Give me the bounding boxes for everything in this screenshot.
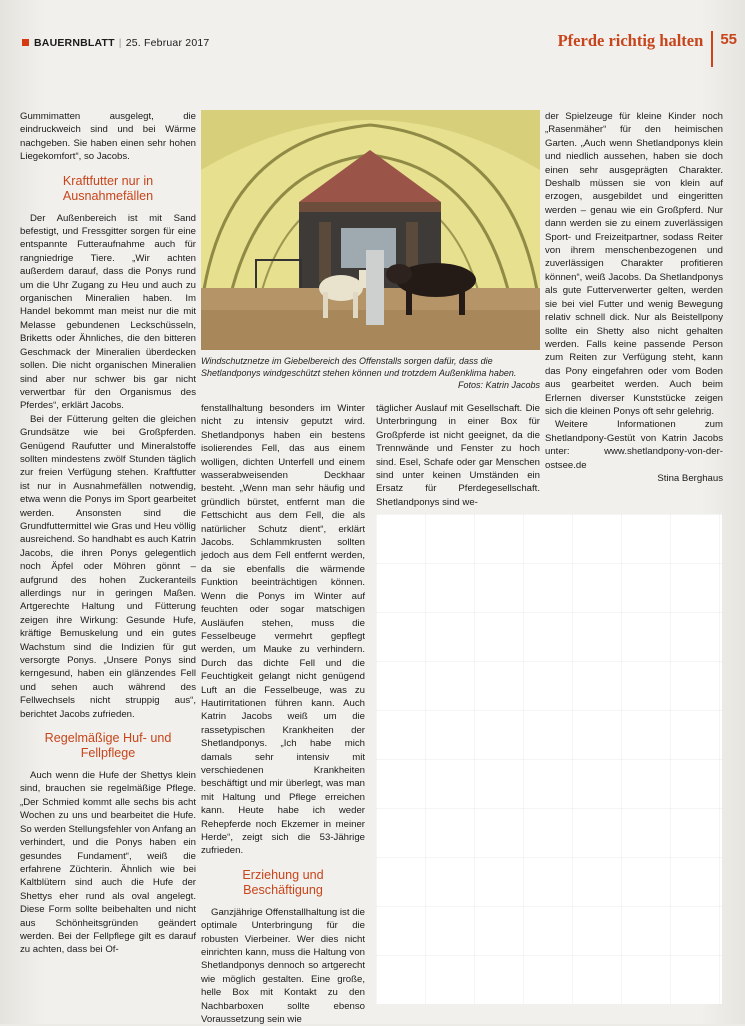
header-left: BAUERNBLATT | 25. Februar 2017 xyxy=(22,37,209,49)
page-number: 55 xyxy=(720,31,737,48)
paragraph: Gummimatten ausgelegt, die eindruckweich sind und bei Wärme nachgeben. Sie haben einen sehr hohen Liegekomfort“, so Jacobs. xyxy=(20,111,196,163)
paragraph: der Spielzeuge für kleine Kinder noch „Rasenmäher“ für den heimischen Garten. „Auch wenn Shetlandponys klein und niedlich aussehen, haben sie doch einen sehr ausgeprägten Charakter. Deshalb müssen sie von klein auf erzogen, ausgebildet und eingeritten werden – genau wie ein Großpferd. Nur dann werden sie zu einem zuverlässigen Sport- und Freizeitpartner, sodass Reiter von ihrem menschenbezogenen und zuverlässigen Charakter profitieren können“, weiß Jacobs. Da Shetlandponys als gute Futterverwerter gelten, werden sie bei viel Futter und wenig Bewegung relativ schnell dick. Nur als Beistellpony sollte ein Shetty also nicht gehalten werden. Falls keine passende Person zum Reiten zur Verfügung steht, kann das Pony eingefahren oder vom Boden aus gearbeitet werden. Auch beim Erlernen diverser Kunststücke zeigen sich die kleinen Ponys oft sehr gelehrig. xyxy=(545,111,723,417)
header-divider xyxy=(711,31,713,67)
brand-square xyxy=(22,39,29,46)
text-column-4 xyxy=(545,110,723,485)
publication-name: BAUERNBLATT xyxy=(34,37,115,49)
author-signature: Stina Berghaus xyxy=(657,472,723,484)
text-column-1 xyxy=(20,110,196,957)
photo-credit: Fotos: Katrin Jacobs xyxy=(457,380,540,390)
subheading-kraftfutter: Kraftfutter nur in Ausnahmefällen xyxy=(62,173,154,203)
stable-illustration xyxy=(201,110,540,350)
paragraph: täglicher Auslauf mit Gesellschaft. Die Unterbringung in einer Box für Großpferde ist nicht geeignet, da die Trennwände und Fenster zu hoch sind. Esel, Schafe oder gar Menschen sind unter keinen Umständen ein Ersatz für Pferdegesellschaft. Shetlandponys sind we- xyxy=(376,403,540,508)
paragraph: fenstallhaltung besonders im Winter nicht zu intensiv geputzt wird. Shetlandponys haben ein bestens isolierendes Fell, das aus einem wolligen, dichten Unterfell und einem wasserabweisenden Deckhaar besteht. „Wenn man sehr häufig und gründlich bürstet, entfernt man die Fettschicht aus dem Fell, die als natürlicher Schutz dient“, erklärt Jacobs. Schlammkrusten sollten jedoch aus dem Fell entfernt werden, da sie ebenfalls die wärmende Funktion beeinträchtigen können. Wenn die Ponys im Winter auf feuchten oder sogar matschigen Ausläufen stehen, muss die Fesselbeuge vermehrt gepflegt werden, um Mauke zu verhindern. Durch das dichte Fell und die Feuchtigkeit gelangt nicht genügend Luft an die Fesselbeuge, was zu Hautirritationen führen kann. Auch Katrin Jacobs weiß um die rassetypischen Krankheiten der Shetlandponys. „Ich habe mich damals sehr intensiv mit verschiedenen Krankheiten beschäftigt und mir überlegt, was man mit Haltung und Pflege erreichen kann. Heute habe ich weder Rehepferde noch Ekzemer in meiner Herde“, zeigt sich die 53-Jährige zufrieden. xyxy=(201,403,365,857)
paragraph: Ganzjährige Offenstallhaltung ist die optimale Unterbringung für die robusten Vierbeiner. Wer dies nicht einrichten kann, muss die Haltung von Shetlandponys dennoch so artgerecht wie möglich gestalten. Eine große, helle Box mit Kontakt zu den Nachbarboxen sollte ebenso Voraussetzung sein wie xyxy=(201,906,365,1026)
stable-photo xyxy=(201,110,540,350)
issue-date: 25. Februar 2017 xyxy=(125,37,210,49)
text-column-3 xyxy=(376,402,540,509)
caption-text: Windschutznetze im Giebelbereich des Offenstalls sorgen dafür, dass die Shetlandponys windgeschützt stehen können und trotzdem Außenklima haben. xyxy=(201,356,517,378)
paragraph: Der Außenbereich ist mit Sand befestigt, und Fressgitter sorgen für eine entspannte Futteraufnahme auch für rangniedrige Tiere. „Wir achten außerdem darauf, dass die Ponys rund um die Uhr Zugang zu Heu und auch zu organischen Mineralien haben. Im Handel bekommt man meist nur die mit Melasse gebundenen Leckschüsseln, Briketts oder Ähnliches, die den bitteren Geschmack der Mineralien überdecken sollen. Die nicht organischen Mineralien sind aber nur schwer bis gar nicht verwertbar für den Organismus des Pferdes“, erklärt Jacobs. xyxy=(20,212,196,412)
paragraph: Auch wenn die Hufe der Shettys klein sind, brauchen sie regelmäßige Pflege. „Der Schmied kommt alle sechs bis acht Wochen zu uns und bearbeitet die Hufe. So werden Stellungsfehler von Anfang an verhindert, und die Ponys haben ein gesundes Fundament“, weiß die erfahrene Züchterin. Ähnlich wie bei Kaltblütern sind auch die Hufe der Shettys eher rund als oval angelegt. Diese Form sollte beibehalten und nicht aus Schönheitsgründen geändert werden. Bei der Fellpflege gilt es darauf zu achten, dass bei Of- xyxy=(20,770,197,956)
subheading-erziehung: Erziehung und Beschäftigung xyxy=(242,867,324,897)
paragraph: Bei der Fütterung gelten die gleichen Grundsätze wie bei Großpferden. Genügend Raufutter und Mineralstoffe sollten mindestens zwölf Stunden täglich zur freien Verfügung stehen. Kraftfutter ist nur in Ausnahmefällen notwendig, etwa wenn die Ponys im Sport gearbeitet werden. Ansonsten sind die Grundfuttermittel wie Gras und Heu völlig ausreichend. So handhabt es auch Katrin Jacobs, die ihren Ponys gelegentlich noch Äpfel oder Möhren gönnt – aufgrund des hohen Zuckeranteils allerdings nur in geringen Maßen. Artgerechte Haltung und Fütterung zeigen ihre Wirkung: Gesunde Hufe, kräftige Bemuskelung und ein gutes Wachstum sind die Indizien für gut versorgte Ponys. „Unsere Ponys sind kerngesund, haben ein glänzendes Fell und sehen auch während des Fellwechsels nicht struppig aus“, berichtet Jacobs zufrieden. xyxy=(20,413,197,720)
text-column-2 xyxy=(201,402,365,1026)
blank-grid-area xyxy=(376,514,722,1004)
photo-caption xyxy=(201,355,540,391)
info-paragraph: Weitere Informationen zum Shetlandpony-Gestüt von Katrin Jacobs unter: www.shetlandpony-von-der-ostsee.de xyxy=(545,419,723,471)
header-right xyxy=(558,31,737,67)
subheading-hufpflege: Regelmäßige Huf- und Fellpflege xyxy=(44,731,172,761)
section-title: Pferde richtig halten xyxy=(557,31,704,50)
